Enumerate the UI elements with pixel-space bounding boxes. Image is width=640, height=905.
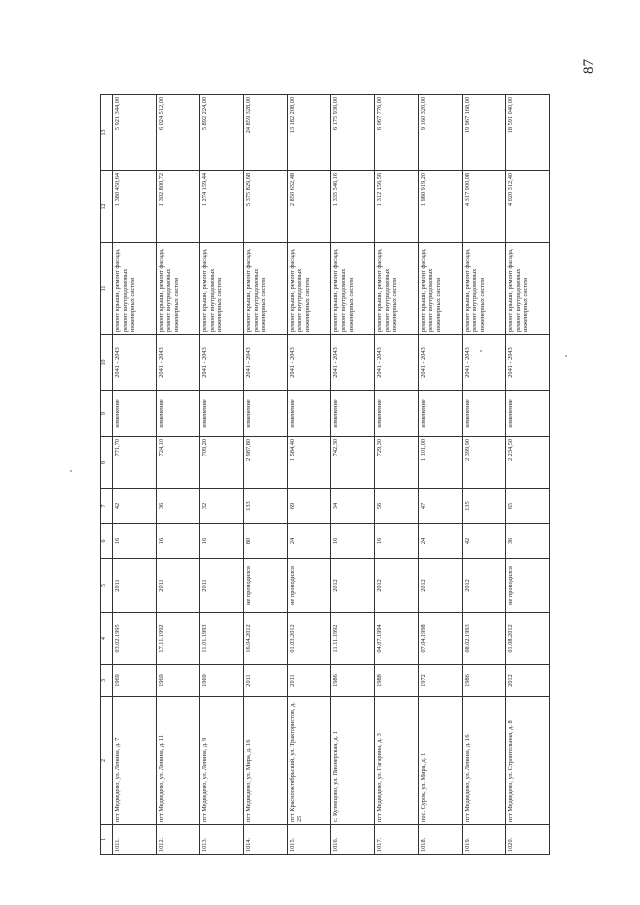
amount-cell: 1 380 450,64 — [113, 171, 157, 243]
status-cell: изменение — [244, 391, 288, 437]
column-header: 4 — [101, 613, 113, 665]
works-cell: ремонт крыши, ремонт фасада, ремонт внутридомовых инженерных систем — [506, 243, 550, 335]
period-cell: 2041 - 2043 — [287, 335, 331, 391]
status-cell: изменение — [331, 391, 375, 437]
area-cell: 1 584,40 — [287, 437, 331, 489]
period-cell: 2041 - 2043 — [418, 335, 462, 391]
address-cell: пгт Медведево, ул. Ленина, д. 9 — [200, 697, 244, 825]
count-cell: 16 — [156, 524, 200, 559]
row-number: 1013. — [200, 825, 244, 855]
table-row — [331, 95, 375, 855]
count-cell: 65 — [506, 489, 550, 524]
area-cell: 1 101,00 — [418, 437, 462, 489]
date-cell: 11.01.1993 — [200, 613, 244, 665]
last-repair-cell: 2011 — [200, 559, 244, 613]
last-repair-cell: 2012 — [375, 559, 419, 613]
last-repair-cell: 2011 — [113, 559, 157, 613]
year-built-cell: 2011 — [287, 665, 331, 697]
column-header: 11 — [101, 243, 113, 335]
year-built-cell: 1969 — [200, 665, 244, 697]
year-built-cell: 1986 — [331, 665, 375, 697]
table-row — [156, 95, 200, 855]
area-cell: 2 987,80 — [244, 437, 288, 489]
table-row — [200, 95, 244, 855]
year-built-cell: 1969 — [113, 665, 157, 697]
count-cell: 135 — [462, 489, 506, 524]
table-header-row — [101, 95, 113, 855]
amount-cell: 5 921 344,00 — [113, 95, 157, 171]
address-cell: пгт Медведево, ул. Мира, д. 16 — [244, 697, 288, 825]
period-cell: 2041 - 2043 — [331, 335, 375, 391]
scan-speck — [70, 470, 72, 472]
works-cell: ремонт крыши, ремонт фасада, ремонт внутридомовых инженерных систем — [287, 243, 331, 335]
amount-cell: 1 302 800,72 — [156, 171, 200, 243]
last-repair-cell: 2011 — [156, 559, 200, 613]
amount-cell: 5 375 829,68 — [244, 171, 288, 243]
count-cell: 36 — [156, 489, 200, 524]
area-cell: 724,10 — [156, 437, 200, 489]
table-row — [244, 95, 288, 855]
count-cell: 32 — [200, 489, 244, 524]
count-cell: 16 — [113, 524, 157, 559]
date-cell: 07.04.1998 — [418, 613, 462, 665]
area-cell: 742,30 — [331, 437, 375, 489]
area-cell: 771,70 — [113, 437, 157, 489]
amount-cell: 4 020 312,40 — [506, 171, 550, 243]
period-cell: 2041 - 2043 — [156, 335, 200, 391]
amount-cell: 1 312 156,56 — [375, 171, 419, 243]
row-number: 1020. — [506, 825, 550, 855]
row-number: 1015. — [287, 825, 331, 855]
column-header: 13 — [101, 95, 113, 171]
year-built-cell: 1986 — [462, 665, 506, 697]
last-repair-cell: 2012 — [462, 559, 506, 613]
count-cell: 56 — [375, 489, 419, 524]
period-cell: 2041 - 2043 — [244, 335, 288, 391]
table-row — [462, 95, 506, 855]
last-repair-cell: не проводился — [506, 559, 550, 613]
amount-cell: 6 024 512,00 — [156, 95, 200, 171]
row-number: 1014. — [244, 825, 288, 855]
row-number: 1018. — [418, 825, 462, 855]
rotated-table-container — [100, 95, 550, 855]
area-cell: 2 234,50 — [506, 437, 550, 489]
date-cell: 16.04.2012 — [244, 613, 288, 665]
works-cell: ремонт крыши, ремонт фасада, ремонт внутридомовых инженерных систем — [418, 243, 462, 335]
address-cell: пгт Краснооктябрьский, ул. Трактористов, д. 25 — [287, 697, 331, 825]
table-row — [287, 95, 331, 855]
period-cell: 2041 - 2043 — [113, 335, 157, 391]
works-cell: ремонт крыши, ремонт фасада, ремонт внутридомовых инженерных систем — [244, 243, 288, 335]
count-cell: 24 — [418, 524, 462, 559]
amount-cell: 13 182 208,00 — [287, 95, 331, 171]
table-row — [418, 95, 462, 855]
status-cell: изменение — [462, 391, 506, 437]
count-cell: 24 — [287, 524, 331, 559]
repair-program-table — [100, 94, 550, 855]
last-repair-cell: не проводился — [287, 559, 331, 613]
period-cell: 2041 - 2043 — [462, 335, 506, 391]
count-cell: 16 — [200, 524, 244, 559]
period-cell: 2041 - 2043 — [375, 335, 419, 391]
address-cell: с. Кузнецово, ул. Пионерская, д. 1 — [331, 697, 375, 825]
status-cell: изменение — [506, 391, 550, 437]
column-header: 12 — [101, 171, 113, 243]
period-cell: 2041 - 2043 — [506, 335, 550, 391]
column-header: 6 — [101, 524, 113, 559]
page-number: 87 — [581, 59, 597, 74]
row-number: 1019. — [462, 825, 506, 855]
amount-cell: 24 859 328,00 — [244, 95, 288, 171]
count-cell: 47 — [418, 489, 462, 524]
count-cell: 16 — [331, 524, 375, 559]
scan-speck — [565, 355, 567, 357]
year-built-cell: 2012 — [506, 665, 550, 697]
amount-cell: 6 175 936,00 — [331, 95, 375, 171]
works-cell: ремонт крыши, ремонт фасада, ремонт внутридомовых инженерных систем — [462, 243, 506, 335]
count-cell: 69 — [287, 489, 331, 524]
column-header: 5 — [101, 559, 113, 613]
address-cell: пгт Медведево, ул. Гагарина, д. 3 — [375, 697, 419, 825]
amount-cell: 1 335 546,16 — [331, 171, 375, 243]
date-cell: 04.07.1994 — [375, 613, 419, 665]
amount-cell: 1 980 919,20 — [418, 171, 462, 243]
status-cell: изменение — [200, 391, 244, 437]
address-cell: пгт Медведево, ул. Ленина, д. 7 — [113, 697, 157, 825]
column-header: 3 — [101, 665, 113, 697]
row-number: 1012. — [156, 825, 200, 855]
column-header: 10 — [101, 335, 113, 391]
column-header: 8 — [101, 437, 113, 489]
date-cell: 01.08.2012 — [506, 613, 550, 665]
status-cell: изменение — [156, 391, 200, 437]
row-number: 1011. — [113, 825, 157, 855]
address-cell: пгт Медведево, ул. Строительная, д. 8 — [506, 697, 550, 825]
amount-cell: 2 850 652,48 — [287, 171, 331, 243]
status-cell: изменение — [418, 391, 462, 437]
last-repair-cell: не проводился — [244, 559, 288, 613]
count-cell: 133 — [244, 489, 288, 524]
row-number: 1017. — [375, 825, 419, 855]
year-built-cell: 1988 — [375, 665, 419, 697]
year-built-cell: 2011 — [244, 665, 288, 697]
date-cell: 17.11.1992 — [156, 613, 200, 665]
status-cell: изменение — [113, 391, 157, 437]
amount-cell: 9 160 320,00 — [418, 95, 462, 171]
area-cell: 709,20 — [200, 437, 244, 489]
amount-cell: 4 317 900,08 — [462, 171, 506, 243]
count-cell: 36 — [506, 524, 550, 559]
column-header: 9 — [101, 391, 113, 437]
address-cell: пос. Сурок, ул. Мира, д. 1 — [418, 697, 462, 825]
year-built-cell: 1969 — [156, 665, 200, 697]
amount-cell: 19 967 168,00 — [462, 95, 506, 171]
last-repair-cell: 2012 — [331, 559, 375, 613]
count-cell: 42 — [462, 524, 506, 559]
last-repair-cell: 2012 — [418, 559, 462, 613]
column-header: 2 — [101, 697, 113, 825]
table-row — [506, 95, 550, 855]
date-cell: 01.03.2012 — [287, 613, 331, 665]
works-cell: ремонт крыши, ремонт фасада, ремонт внутридомовых инженерных систем — [331, 243, 375, 335]
works-cell: ремонт крыши, ремонт фасада, ремонт внутридомовых инженерных систем — [156, 243, 200, 335]
address-cell: пгт Медведево, ул. Ленина, д. 16 — [462, 697, 506, 825]
area-cell: 729,30 — [375, 437, 419, 489]
works-cell: ремонт крыши, ремонт фасада, ремонт внутридомовых инженерных систем — [375, 243, 419, 335]
count-cell: 16 — [375, 524, 419, 559]
works-cell: ремонт крыши, ремонт фасада, ремонт внутридомовых инженерных систем — [200, 243, 244, 335]
count-cell: 42 — [113, 489, 157, 524]
date-cell: 11.11.1992 — [331, 613, 375, 665]
table-row — [375, 95, 419, 855]
amount-cell: 18 591 040,00 — [506, 95, 550, 171]
row-number: 1016. — [331, 825, 375, 855]
amount-cell: 1 274 159,44 — [200, 171, 244, 243]
works-cell: ремонт крыши, ремонт фасада, ремонт внутридомовых инженерных систем — [113, 243, 157, 335]
count-cell: 80 — [244, 524, 288, 559]
date-cell: 03.02.1995 — [113, 613, 157, 665]
amount-cell: 5 892 224,00 — [200, 95, 244, 171]
count-cell: 34 — [331, 489, 375, 524]
status-cell: изменение — [375, 391, 419, 437]
column-header: 1 — [101, 825, 113, 855]
year-built-cell: 1972 — [418, 665, 462, 697]
status-cell: изменение — [287, 391, 331, 437]
column-header: 7 — [101, 489, 113, 524]
table-row — [113, 95, 157, 855]
area-cell: 2 399,90 — [462, 437, 506, 489]
address-cell: пгт Медведево, ул. Ленина, д. 11 — [156, 697, 200, 825]
period-cell: 2041 - 2043 — [200, 335, 244, 391]
date-cell: 08.02.1993 — [462, 613, 506, 665]
amount-cell: 6 067 776,00 — [375, 95, 419, 171]
